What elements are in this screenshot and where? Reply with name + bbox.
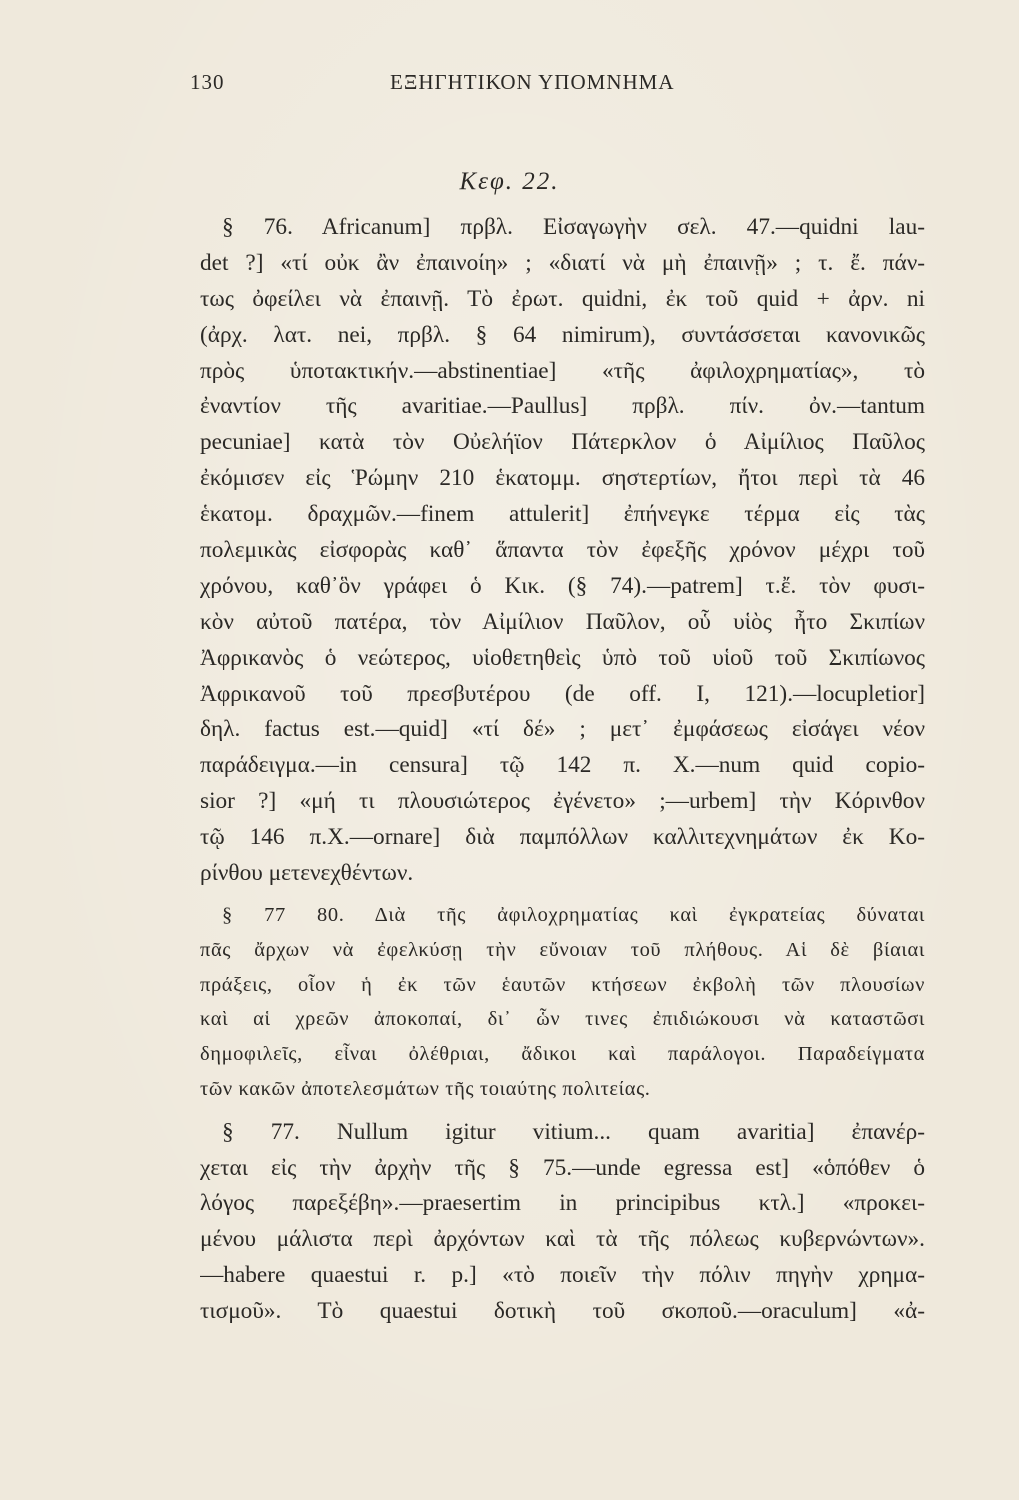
commentary-body — [200, 210, 925, 1330]
text-line: τῶν κακῶν ἀποτελεσμάτων τῆς τοιαύτης πολιτείας. — [200, 1077, 651, 1100]
text-line: μένου μάλιστα περὶ ἀρχόντων καὶ τὰ τῆς πόλεως κυβερνώντων». — [200, 1226, 925, 1253]
chapter-heading: Κεφ. 22. — [459, 168, 560, 195]
text-line: ἐναντίον τῆς avaritiae.—Paullus] πρβλ. πίν. ὀν.—tantum — [200, 393, 925, 420]
page-number: 130 — [190, 70, 225, 94]
text-line: καὶ αἱ χρεῶν ἀποκοπαί, δι᾽ ὧν τινες ἐπιδιώκουσι νὰ καταστῶσι — [200, 1008, 925, 1031]
text-line: τισμοῦ». Τὸ quaestui δοτικὴ τοῦ σκοποῦ.—oraculum] «ἀ- — [200, 1298, 925, 1325]
text-line: (ἀρχ. λατ. nei, πρβλ. § 64 nimirum), συντάσσεται κανονικῶς — [200, 321, 925, 348]
text-line: κὸν αὐτοῦ πατέρα, τὸν Αἰμίλιον Παῦλον, οὗ υἱὸς ἦτο Σκιπίων — [200, 608, 925, 635]
text-line: ρίνθου μετενεχθέντων. — [200, 860, 414, 887]
text-line: πρὸς ὑποτακτικήν.—abstinentiae] «τῆς ἀφιλοχρηματίας», τὸ — [200, 357, 925, 384]
text-line: παράδειγμα.—in censura] τῷ 142 π. Χ.—num quid copio- — [200, 752, 925, 779]
text-line: pecuniae] κατὰ τὸν Οὐελήϊον Πάτερκλον ὁ Αἰμίλιος Παῦλος — [200, 429, 925, 456]
running-head — [190, 70, 930, 100]
text-line: πᾶς ἄρχων νὰ ἐφελκύσῃ τὴν εὔνοιαν τοῦ πλήθους. Αἱ δὲ βίαιαι — [200, 938, 925, 961]
text-line: ἐκόμισεν εἰς Ῥώμην 210 ἑκατομμ. σηστερτίων, ἤτοι περὶ τὰ 46 — [200, 465, 925, 492]
text-line: det ?] «τί οὐκ ἂν ἐπαινοίη» ; «διατί νὰ μὴ ἐπαινῇ» ; τ. ἔ. πάν- — [200, 249, 925, 276]
text-line: § 77 80. Διὰ τῆς ἀφιλοχρηματίας καὶ ἐγκρατείας δύναται — [222, 903, 925, 926]
paragraph-section-76 — [200, 210, 925, 892]
text-line: δημοφιλεῖς, εἶναι ὀλέθριαι, ἄδικοι καὶ παράλογοι. Παραδείγματα — [200, 1043, 925, 1066]
text-line: πολεμικὰς εἰσφορὰς καθ᾽ ἅπαντα τὸν ἐφεξῆς χρόνον μέχρι τοῦ — [200, 537, 925, 564]
text-line: § 77. Nullum igitur vitium... quam avaritia] ἐπανέρ- — [222, 1118, 925, 1145]
text-line: τως ὀφείλει νὰ ἐπαινῇ. Τὸ ἐρωτ. quidni, ἐκ τοῦ quid + ἀρν. ni — [200, 285, 925, 312]
running-title: ΕΞΗΓΗΤΙΚΟΝ ΥΠΟΜΝΗΜΑ — [390, 70, 675, 94]
text-line: χεται εἰς τὴν ἀρχὴν τῆς § 75.—unde egressa est] «ὁπόθεν ὁ — [200, 1154, 925, 1181]
text-line: —habere quaestui r. p.] «τὸ ποιεῖν τὴν πόλιν πηγὴν χρημα- — [200, 1262, 925, 1289]
text-line: πράξεις, οἷον ἡ ἐκ τῶν ἑαυτῶν κτήσεων ἐκβολὴ τῶν πλουσίων — [200, 973, 925, 996]
text-line: λόγος παρεξέβη».—praesertim in principibus κτλ.] «προκει- — [200, 1190, 925, 1217]
text-line: Ἀφρικανὸς ὁ νεώτερος, υἱοθετηθεὶς ὑπὸ τοῦ υἱοῦ τοῦ Σκιπίωνος — [200, 644, 925, 671]
text-line: ἑκατομ. δραχμῶν.—finem attulerit] ἐπήνεγκε τέρμα εἰς τὰς — [200, 501, 925, 528]
paragraph-section-77 — [200, 1115, 925, 1330]
text-line: sior ?] «μή τι πλουσιώτερος ἐγένετο» ;—urbem] τὴν Κόρινθον — [200, 788, 925, 815]
text-line: χρόνου, καθ᾽ὃν γράφει ὁ Κικ. (§ 74).—patrem] τ.ἔ. τὸν φυσι- — [200, 572, 925, 599]
text-line: Ἀφρικανοῦ τοῦ πρεσβυτέρου (de off. I, 121).—locupletior] — [200, 680, 925, 707]
paragraph-summary-77-80 — [200, 898, 925, 1107]
text-line: τῷ 146 π.Χ.—ornare] διὰ παμπόλλων καλλιτεχνημάτων ἐκ Κο- — [200, 824, 925, 851]
text-line: § 76. Africanum] πρβλ. Εἰσαγωγὴν σελ. 47.—quidni lau- — [222, 214, 925, 240]
text-line: δηλ. factus est.—quid] «τί δέ» ; μετ᾽ ἐμφάσεως εἰσάγει νέον — [200, 716, 925, 743]
